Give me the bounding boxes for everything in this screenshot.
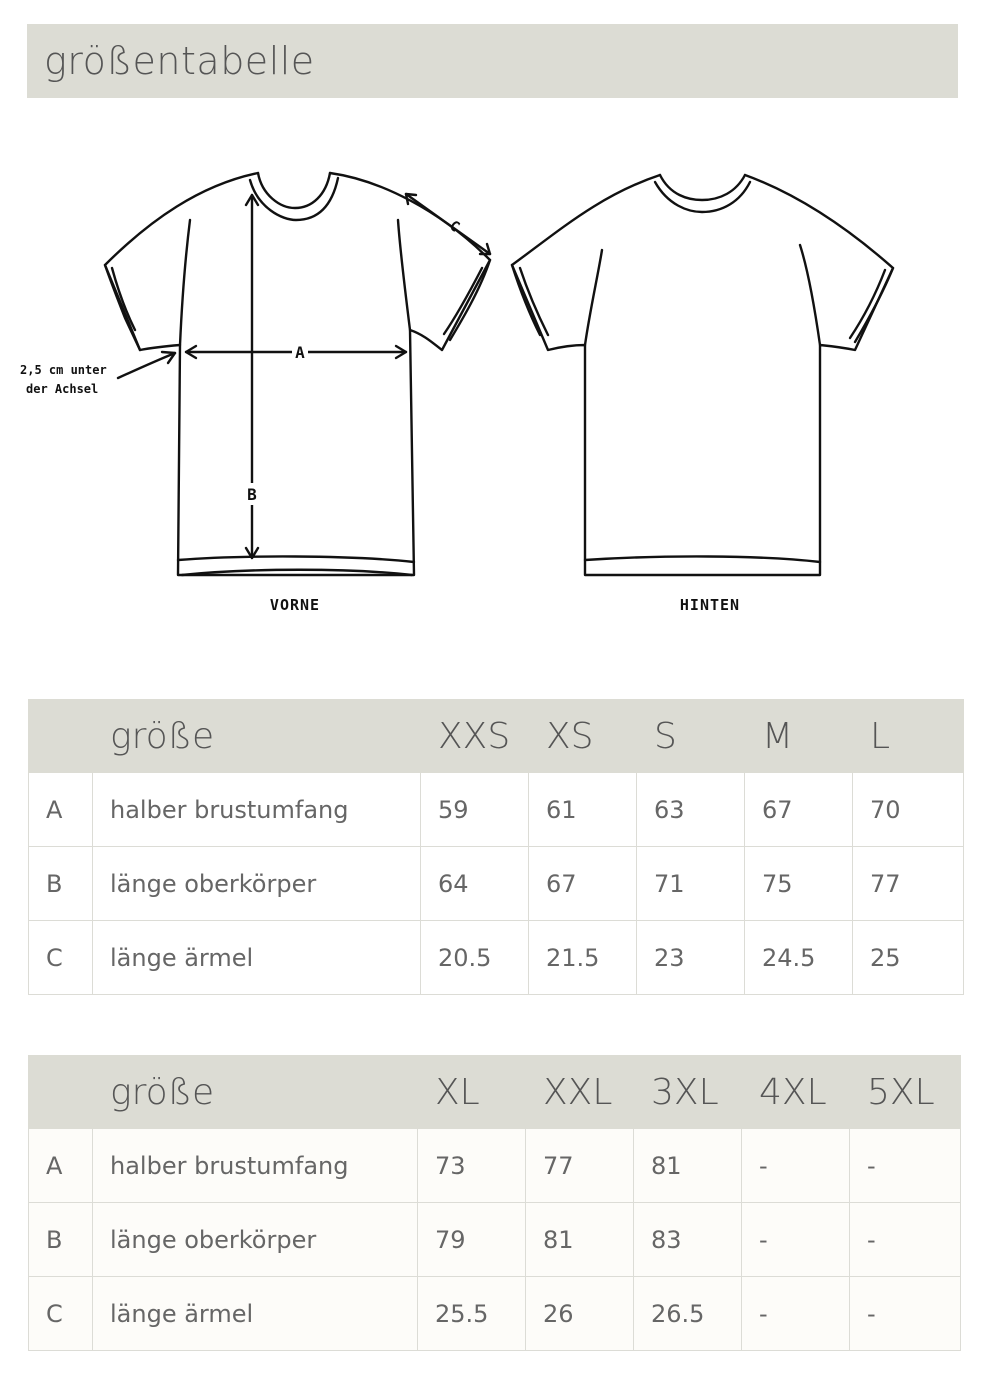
table-cell: 77 <box>853 847 964 921</box>
table-cell: - <box>850 1129 961 1203</box>
table-cell: 81 <box>634 1129 742 1203</box>
table-cell: 71 <box>637 847 745 921</box>
measure-b-label: B <box>247 485 257 504</box>
table-cell: 70 <box>853 773 964 847</box>
table-row <box>29 1277 961 1351</box>
table-header-row <box>29 700 964 773</box>
table-cell: länge oberkörper <box>93 847 421 921</box>
table-cell: - <box>742 1129 850 1203</box>
header-cell: 4XL <box>742 1056 850 1129</box>
header-cell: XS <box>529 700 637 773</box>
header-cell: 3XL <box>634 1056 742 1129</box>
table-cell: - <box>742 1203 850 1277</box>
note-line-2: der Achsel <box>26 382 99 396</box>
table-cell: C <box>29 921 93 995</box>
table-row <box>29 921 964 995</box>
table-cell: C <box>29 1277 93 1351</box>
front-label: VORNE <box>269 596 321 614</box>
table-cell: 25.5 <box>418 1277 526 1351</box>
table-cell: 26.5 <box>634 1277 742 1351</box>
front-shirt-drawing <box>105 173 490 575</box>
header-cell: XXS <box>421 700 529 773</box>
header-cell <box>29 1056 93 1129</box>
table-cell: B <box>29 847 93 921</box>
table-cell: A <box>29 773 93 847</box>
table-cell: 77 <box>526 1129 634 1203</box>
table-cell: 21.5 <box>529 921 637 995</box>
tshirt-diagram <box>0 150 990 640</box>
measure-c-label: C <box>446 217 463 236</box>
table-cell: 63 <box>637 773 745 847</box>
table-cell: halber brustumfang <box>93 773 421 847</box>
table-cell: 64 <box>421 847 529 921</box>
table-cell: 26 <box>526 1277 634 1351</box>
table-cell: B <box>29 1203 93 1277</box>
table-cell: länge ärmel <box>93 921 421 995</box>
table-cell: A <box>29 1129 93 1203</box>
tshirt-diagram-svg <box>0 150 990 640</box>
table-row <box>29 847 964 921</box>
table-cell: 83 <box>634 1203 742 1277</box>
table-cell: - <box>850 1277 961 1351</box>
table-cell: 61 <box>529 773 637 847</box>
back-label: HINTEN <box>679 596 741 614</box>
table-cell: 67 <box>529 847 637 921</box>
table-cell: 73 <box>418 1129 526 1203</box>
table-row <box>29 773 964 847</box>
size-table-1 <box>28 699 964 995</box>
table-cell: 81 <box>526 1203 634 1277</box>
table-cell: 20.5 <box>421 921 529 995</box>
table-cell: - <box>850 1203 961 1277</box>
header-cell: S <box>637 700 745 773</box>
measure-c-line <box>406 194 490 254</box>
table-cell: 25 <box>853 921 964 995</box>
header-cell: L <box>853 700 964 773</box>
table-cell: 67 <box>745 773 853 847</box>
size-table-2 <box>28 1055 961 1351</box>
header-cell <box>29 700 93 773</box>
header-cell: XXL <box>526 1056 634 1129</box>
table-row <box>29 1203 961 1277</box>
table-cell: - <box>742 1277 850 1351</box>
header-cell: M <box>745 700 853 773</box>
table-cell: halber brustumfang <box>93 1129 418 1203</box>
header-cell: größe <box>93 1056 418 1129</box>
table-row <box>29 1129 961 1203</box>
page-title: größentabelle <box>44 39 315 83</box>
table-cell: 23 <box>637 921 745 995</box>
table-cell: länge oberkörper <box>93 1203 418 1277</box>
header-cell: 5XL <box>850 1056 961 1129</box>
back-shirt-drawing <box>512 175 893 575</box>
table-cell: länge ärmel <box>93 1277 418 1351</box>
title-bar <box>27 24 958 98</box>
table-cell: 75 <box>745 847 853 921</box>
table-cell: 59 <box>421 773 529 847</box>
table-header-row <box>29 1056 961 1129</box>
header-cell: XL <box>418 1056 526 1129</box>
note-line-1: 2,5 cm unter <box>20 363 107 377</box>
note-arrow <box>118 353 175 378</box>
table-cell: 79 <box>418 1203 526 1277</box>
table-cell: 24.5 <box>745 921 853 995</box>
measure-a-label: A <box>295 343 305 362</box>
header-cell: größe <box>93 700 421 773</box>
